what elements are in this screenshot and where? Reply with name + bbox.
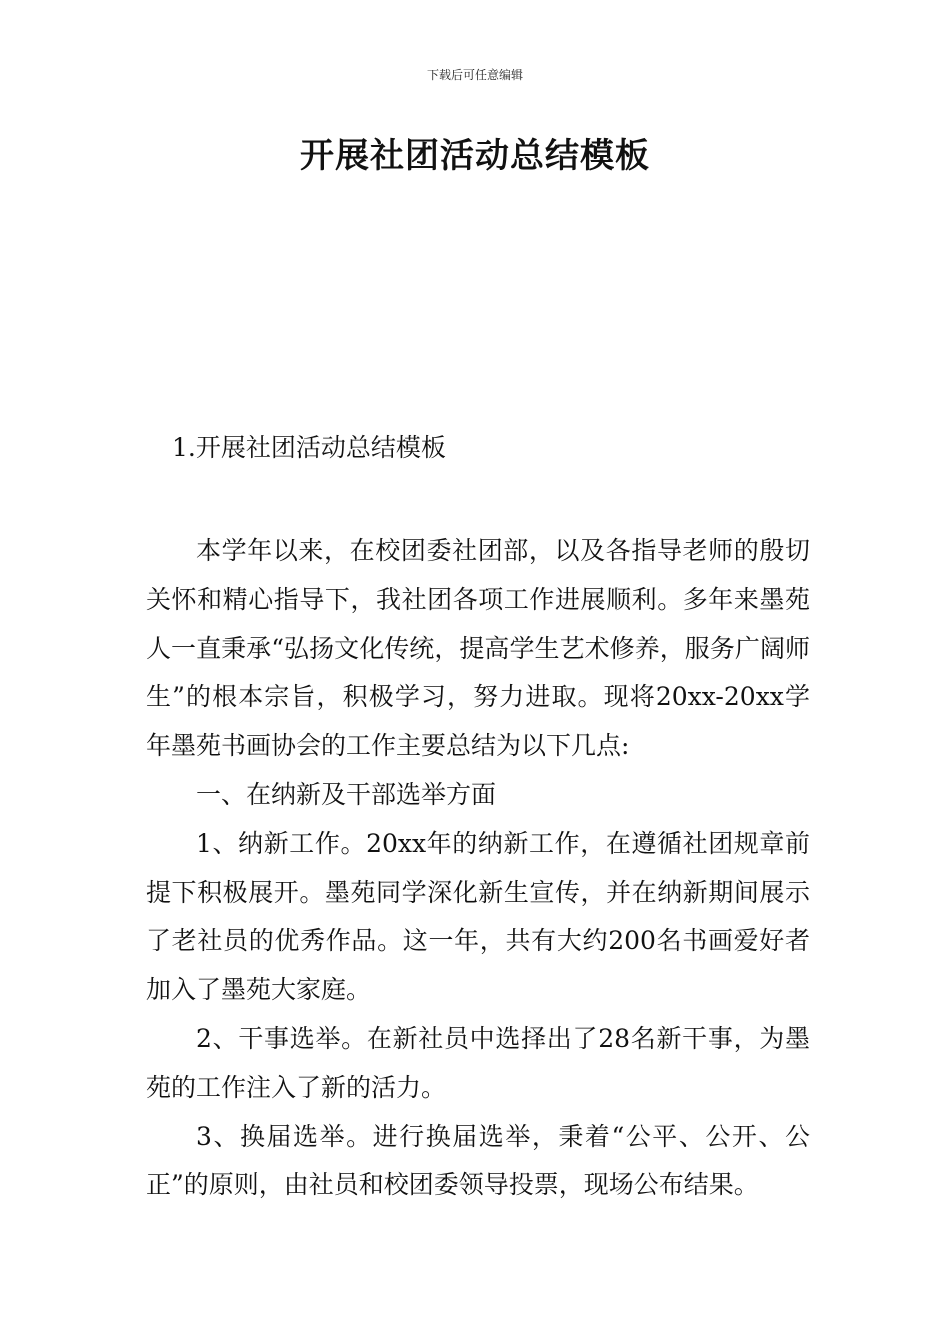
header-note: 下载后可任意编辑: [426, 68, 523, 82]
paragraph-election: 3、换届选举。进行换届选举，秉着“公平、公开、公正”的原则，由社员和校团委领导投票，现场公布结果。: [146, 1121, 810, 1200]
section-heading: 1.开展社团活动总结模板: [172, 433, 446, 462]
paragraph-recruitment: 1、纳新工作。20xx年的纳新工作，在遵循社团规章前提下积极展开。墨苑同学深化新生宣传，并在纳新期间展示了老社员的优秀作品。这一年，共有大约200名书画爱好者加入了墨苑大家庭。: [146, 828, 810, 1005]
paragraph-officer-selection: 2、干事选举。在新社员中选择出了28名新干事，为墨苑的工作注入了新的活力。: [146, 1023, 810, 1102]
paragraph-intro: 本学年以来，在校团委社团部，以及各指导老师的殷切关怀和精心指导下，我社团各项工作进展顺利。多年来墨苑人一直秉承“弘扬文化传统，提高学生艺术修养，服务广阔师生”的根本宗旨，积极学习，努力进取。现将20xx-20xx学年墨苑书画协会的工作主要总结为以下几点:: [146, 536, 810, 761]
document-body: [146, 527, 810, 1210]
document-title: 开展社团活动总结模板: [300, 136, 650, 176]
paragraph-section-one: 一、在纳新及干部选举方面: [196, 779, 497, 809]
